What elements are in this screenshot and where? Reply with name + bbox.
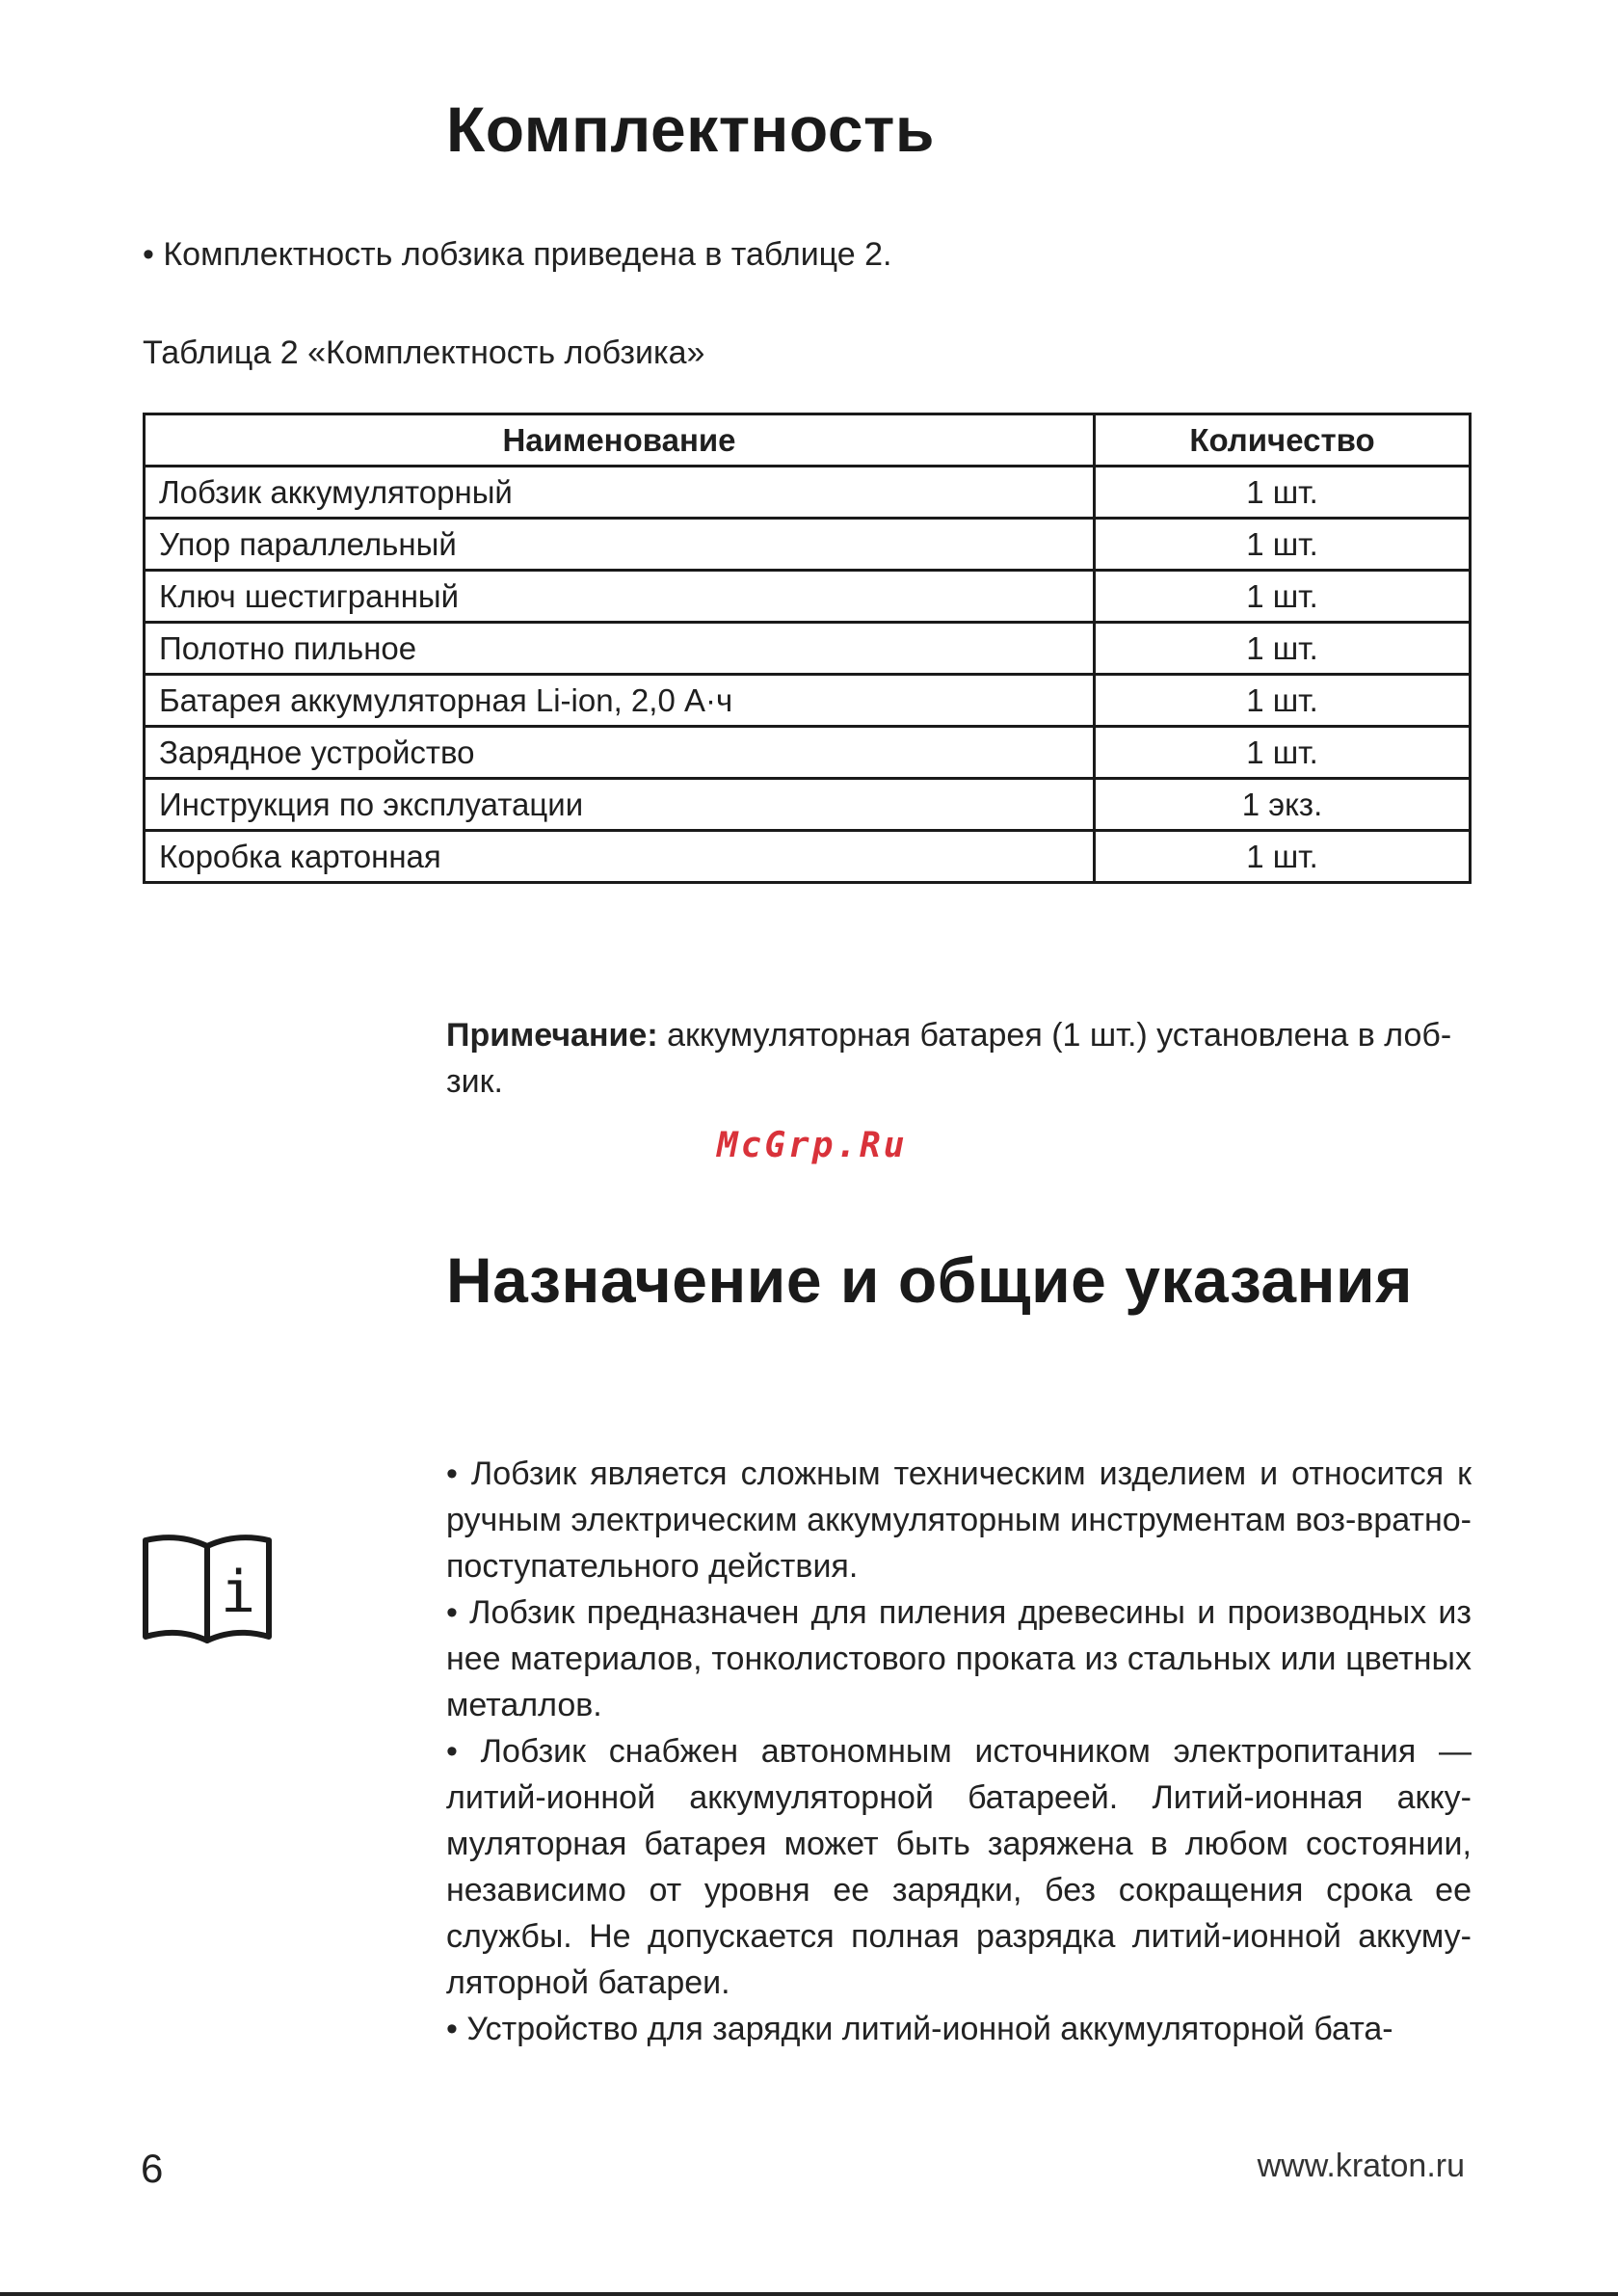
note-label: Примечание: <box>446 1017 658 1054</box>
table-header-name: Наименование <box>145 414 1095 467</box>
table-cell-quantity: 1 шт. <box>1095 467 1471 519</box>
purpose-paragraph: • Лобзик снабжен автономным источником электропитания — литий-ионной аккумуляторной батареей. Литий-ионная акку-муляторная батарея может быть заряжена в любом состоянии, независимо от уровня ее зарядки, без сокращения срока ее службы. Не допускается полная разрядка литий-ионной аккуму-ляторной батареи. <box>446 1733 1472 2001</box>
table-row <box>145 623 1471 675</box>
table-row <box>145 831 1471 883</box>
table-cell-quantity: 1 шт. <box>1095 675 1471 727</box>
table-cell-name: Лобзик аккумуляторный <box>145 467 1095 519</box>
table-header-row <box>145 414 1471 467</box>
table-cell-name: Зарядное устройство <box>145 727 1095 779</box>
table-row <box>145 467 1471 519</box>
footer-website: www.kraton.ru <box>1257 2148 1465 2184</box>
table-cell-name: Коробка картонная <box>145 831 1095 883</box>
purpose-paragraphs <box>446 1451 1472 2052</box>
bottom-edge-line <box>0 2292 1618 2296</box>
table-row <box>145 675 1471 727</box>
table-cell-quantity: 1 шт. <box>1095 571 1471 623</box>
table-header-quantity: Количество <box>1095 414 1471 467</box>
page-number: 6 <box>141 2146 164 2191</box>
table-cell-name: Ключ шестигранный <box>145 571 1095 623</box>
table-row <box>145 519 1471 571</box>
table-row <box>145 779 1471 831</box>
table-cell-quantity: 1 шт. <box>1095 623 1471 675</box>
table-row <box>145 571 1471 623</box>
table-cell-quantity: 1 шт. <box>1095 727 1471 779</box>
kit-intro-text: • Комплектность лобзика приведена в таблице 2. <box>143 236 892 273</box>
table-cell-quantity: 1 шт. <box>1095 519 1471 571</box>
svg-text:i: i <box>220 1559 256 1626</box>
table-cell-name: Упор параллельный <box>145 519 1095 571</box>
kit-table <box>143 413 1472 884</box>
watermark: McGrp.Ru <box>717 1126 908 1165</box>
purpose-paragraph: • Устройство для зарядки литий-ионной аккумуляторной бата- <box>446 2011 1393 2047</box>
table-row <box>145 727 1471 779</box>
table-cell-name: Полотно пильное <box>145 623 1095 675</box>
table-cell-quantity: 1 шт. <box>1095 831 1471 883</box>
section-title-purpose: Назначение и общие указания <box>446 1244 1414 1316</box>
table-cell-name: Батарея аккумуляторная Li-ion, 2,0 А·ч <box>145 675 1095 727</box>
book-info-icon <box>140 1533 275 1648</box>
purpose-paragraph: • Лобзик является сложным техническим изделием и относится к ручным электрическим аккумуляторным инструментам воз-вратно-поступательного действия. <box>446 1455 1472 1585</box>
table-cell-quantity: 1 экз. <box>1095 779 1471 831</box>
table-cell-name: Инструкция по эксплуатации <box>145 779 1095 831</box>
purpose-paragraph: • Лобзик предназначен для пиления древесины и производных из нее материалов, тонколистового проката из стальных или цветных металлов. <box>446 1594 1472 1723</box>
section-title-kit: Комплектность <box>446 93 935 165</box>
table-caption: Таблица 2 «Комплектность лобзика» <box>143 334 705 371</box>
note-text: аккумуляторная батарея (1 шт.) установлена в лоб- зик. <box>446 1017 1452 1100</box>
table-note <box>446 1012 1472 1105</box>
